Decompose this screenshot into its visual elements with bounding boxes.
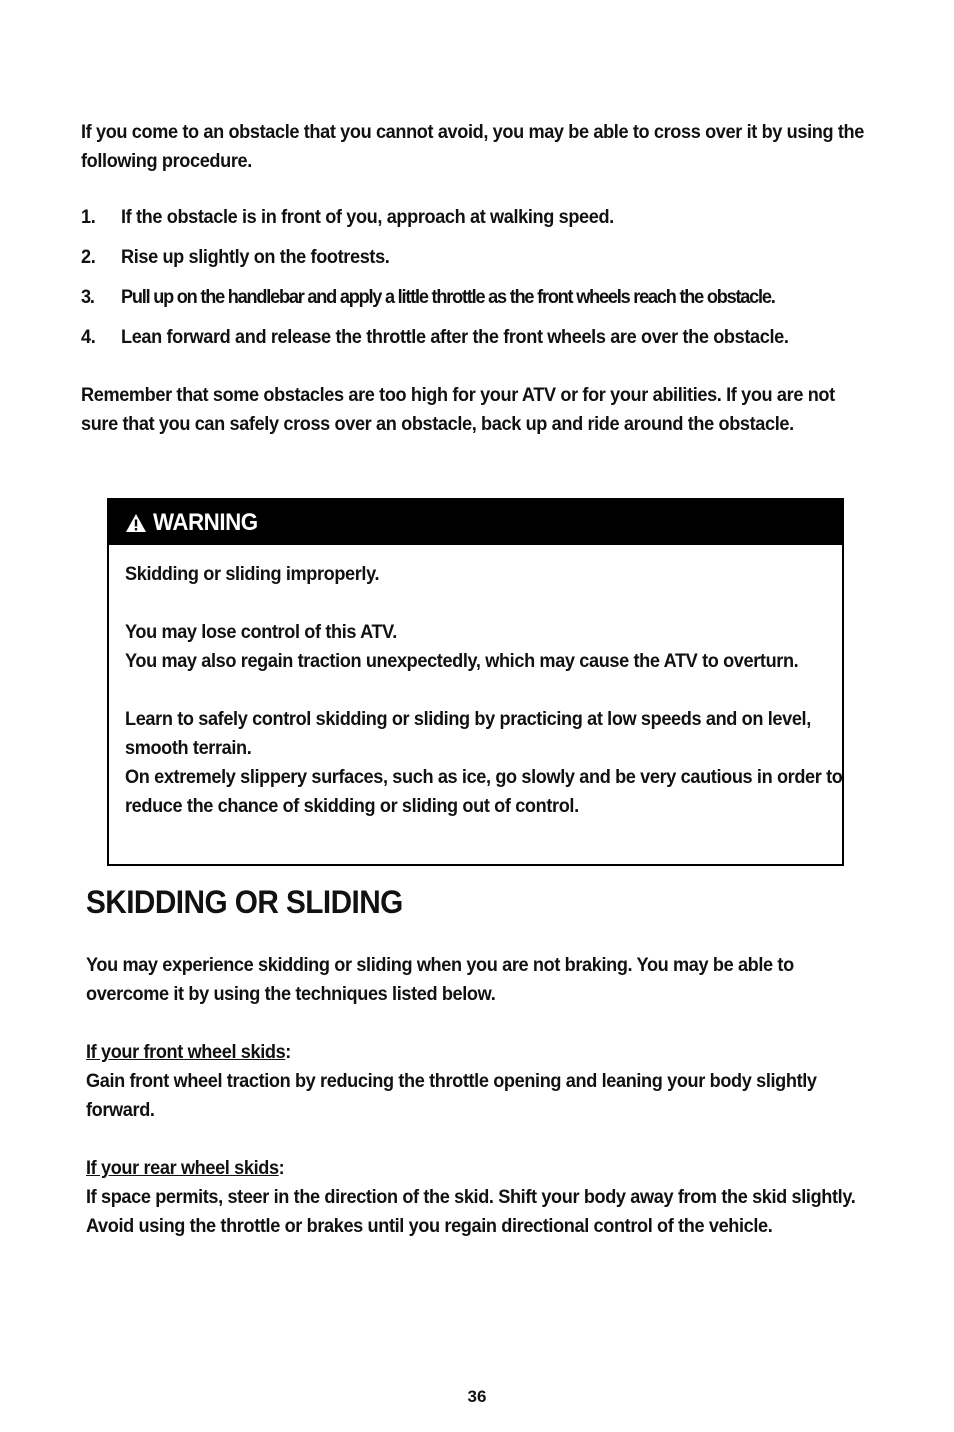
step-text: If the obstacle is in front of you, approach at walking speed. <box>120 206 614 228</box>
section-intro: You may experience skidding or sliding when you are not braking. You may be able to overcome it by using the techniques listed below. <box>86 954 794 1005</box>
page-number: 36 <box>467 1387 487 1406</box>
step-text: Rise up slightly on the footrests. <box>120 246 390 268</box>
heading-colon: : <box>285 1041 291 1063</box>
rear-wheel-heading-text: If your rear wheel skids <box>86 1157 279 1179</box>
warning-consequence: You may lose control of this ATV. <box>125 621 397 643</box>
warning-label: WARNING <box>153 508 258 536</box>
front-wheel-heading-text: If your front wheel skids <box>86 1041 286 1063</box>
rear-wheel-text: If space permits, steer in the direction of the skid. Shift your body away from the skid slightly. Avoid using the throttle or brakes until you regain directional control of the vehicle. <box>86 1186 856 1237</box>
warning-consequence: You may also regain traction unexpectedly, which may cause the ATV to overturn. <box>125 650 799 672</box>
heading-colon: : <box>278 1157 285 1179</box>
procedure-list <box>81 203 931 352</box>
rear-wheel-heading <box>86 1154 877 1183</box>
warning-avoidance: Learn to safely control skidding or sliding by practicing at low speeds and on level, smooth terrain. <box>125 708 811 759</box>
list-item <box>81 243 872 272</box>
step-number: 3. <box>81 286 94 308</box>
warning-triangle-icon <box>125 513 147 533</box>
remember-paragraph: Remember that some obstacles are too high for your ATV or for your abilities. If you are not sure that you can safely cross over an obstacle, back up and ride around the obstacle. <box>81 384 835 435</box>
step-number: 4. <box>81 326 96 348</box>
warning-hazard: Skidding or sliding improperly. <box>125 563 380 585</box>
step-number: 2. <box>81 246 96 268</box>
front-wheel-text: Gain front wheel traction by reducing the throttle opening and leaning your body slightly forward. <box>86 1070 817 1121</box>
step-text: Lean forward and release the throttle after the front wheels are over the obstacle. <box>120 326 789 348</box>
front-wheel-heading <box>86 1038 877 1067</box>
warning-header <box>109 500 842 545</box>
section-body <box>86 951 877 1241</box>
warning-box <box>107 498 844 866</box>
step-number: 1. <box>81 206 96 228</box>
intro-paragraph: If you come to an obstacle that you cannot avoid, you may be able to cross over it by using the following procedure. <box>81 121 864 172</box>
warning-avoidance: On extremely slippery surfaces, such as ice, go slowly and be very cautious in order to reduce the chance of skidding or sliding out of control. <box>125 766 843 817</box>
list-item <box>81 283 872 312</box>
section-title: SKIDDING OR SLIDING <box>86 884 403 920</box>
step-text: Pull up on the handlebar and apply a little throttle as the front wheels reach the obstacle. <box>120 286 775 308</box>
list-item <box>81 323 872 352</box>
list-item <box>81 203 872 232</box>
warning-body <box>125 560 860 821</box>
